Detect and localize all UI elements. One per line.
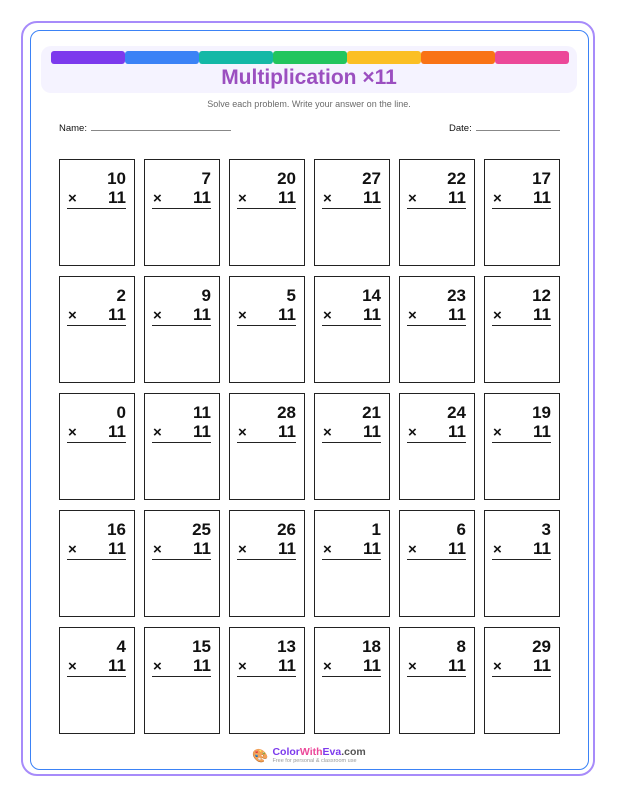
- multiply-sign: ×: [68, 190, 77, 207]
- multiplicand: 13: [277, 637, 296, 656]
- date-label: Date:: [449, 123, 472, 134]
- problem-card[interactable]: [144, 159, 220, 266]
- problem-card[interactable]: [399, 627, 475, 734]
- multiplicand: 23: [447, 286, 466, 305]
- operator-row: [67, 188, 126, 209]
- operator-row: [152, 656, 211, 677]
- multiply-sign: ×: [238, 424, 247, 441]
- operator-row: [67, 422, 126, 443]
- multiply-sign: ×: [153, 658, 162, 675]
- multiplicand: 0: [116, 403, 126, 422]
- name-blank-line[interactable]: [91, 121, 231, 131]
- operator-row: [407, 422, 466, 443]
- multiplier: 11: [363, 539, 381, 558]
- name-field[interactable]: [59, 121, 231, 135]
- operator-row: [237, 656, 296, 677]
- problem-card[interactable]: [484, 510, 560, 617]
- multiply-sign: ×: [238, 541, 247, 558]
- operator-row: [407, 539, 466, 560]
- operator-row: [237, 539, 296, 560]
- multiplier: 11: [193, 422, 211, 441]
- multiplier: 11: [278, 305, 296, 324]
- multiply-sign: ×: [408, 307, 417, 324]
- multiplier: 11: [108, 422, 126, 441]
- multiplicand: 14: [362, 286, 381, 305]
- multiplicand: 25: [192, 520, 211, 539]
- color-bar-segment: [199, 51, 273, 64]
- multiplier: 11: [193, 305, 211, 324]
- multiplier: 11: [533, 539, 551, 558]
- operator-row: [67, 656, 126, 677]
- problem-card[interactable]: [229, 627, 305, 734]
- multiply-sign: ×: [323, 424, 332, 441]
- problem-card[interactable]: [399, 393, 475, 500]
- problem-card[interactable]: [399, 276, 475, 383]
- multiply-sign: ×: [68, 541, 77, 558]
- multiply-sign: ×: [153, 424, 162, 441]
- multiply-sign: ×: [493, 424, 502, 441]
- multiplicand: 11: [193, 403, 211, 422]
- multiplier: 11: [533, 305, 551, 324]
- operator-row: [322, 656, 381, 677]
- multiplicand: 12: [532, 286, 551, 305]
- multiplicand: 22: [447, 169, 466, 188]
- multiplier: 11: [278, 422, 296, 441]
- multiplicand: 16: [107, 520, 126, 539]
- problem-card[interactable]: [314, 393, 390, 500]
- multiplier: 11: [193, 656, 211, 675]
- color-bar-segment: [421, 51, 495, 64]
- multiplier: 11: [448, 188, 466, 207]
- problem-card[interactable]: [484, 627, 560, 734]
- problem-card[interactable]: [484, 276, 560, 383]
- multiplicand: 7: [201, 169, 211, 188]
- operator-row: [322, 422, 381, 443]
- multiplier: 11: [533, 422, 551, 441]
- multiply-sign: ×: [323, 307, 332, 324]
- multiplicand: 6: [456, 520, 466, 539]
- multiplier: 11: [108, 188, 126, 207]
- multiply-sign: ×: [493, 190, 502, 207]
- multiplicand: 2: [116, 286, 126, 305]
- operator-row: [322, 188, 381, 209]
- multiply-sign: ×: [238, 190, 247, 207]
- multiply-sign: ×: [68, 658, 77, 675]
- multiplicand: 9: [201, 286, 211, 305]
- multiplier: 11: [533, 188, 551, 207]
- problem-card[interactable]: [59, 510, 135, 617]
- multiply-sign: ×: [493, 658, 502, 675]
- multiply-sign: ×: [153, 190, 162, 207]
- multiplicand: 5: [286, 286, 296, 305]
- operator-row: [407, 305, 466, 326]
- operator-row: [322, 305, 381, 326]
- multiplicand: 26: [277, 520, 296, 539]
- multiplicand: 15: [192, 637, 211, 656]
- problem-card[interactable]: [314, 510, 390, 617]
- operator-row: [492, 305, 551, 326]
- multiply-sign: ×: [493, 307, 502, 324]
- multiply-sign: ×: [68, 307, 77, 324]
- multiply-sign: ×: [238, 658, 247, 675]
- multiplier: 11: [278, 539, 296, 558]
- operator-row: [407, 656, 466, 677]
- operator-row: [237, 188, 296, 209]
- multiplier: 11: [533, 656, 551, 675]
- multiplicand: 21: [362, 403, 381, 422]
- problem-card[interactable]: [59, 627, 135, 734]
- name-label: Name:: [59, 123, 87, 134]
- multiply-sign: ×: [68, 424, 77, 441]
- multiplicand: 20: [277, 169, 296, 188]
- footer-branding: [0, 746, 618, 765]
- operator-row: [237, 305, 296, 326]
- problem-card[interactable]: [229, 510, 305, 617]
- multiplier: 11: [108, 539, 126, 558]
- multiplicand: 4: [116, 637, 126, 656]
- operator-row: [152, 422, 211, 443]
- problem-card[interactable]: [314, 276, 390, 383]
- multiplier: 11: [448, 656, 466, 675]
- multiplicand: 24: [447, 403, 466, 422]
- problem-card[interactable]: [144, 276, 220, 383]
- multiplier: 11: [448, 539, 466, 558]
- problem-card[interactable]: [399, 510, 475, 617]
- multiplier: 11: [363, 422, 381, 441]
- operator-row: [492, 422, 551, 443]
- multiplier: 11: [278, 188, 296, 207]
- multiply-sign: ×: [408, 541, 417, 558]
- problem-card[interactable]: [229, 276, 305, 383]
- operator-row: [67, 305, 126, 326]
- problem-card[interactable]: [144, 510, 220, 617]
- problem-card[interactable]: [314, 627, 390, 734]
- multiplicand: 3: [541, 520, 551, 539]
- multiply-sign: ×: [408, 190, 417, 207]
- problem-card[interactable]: [59, 159, 135, 266]
- multiplicand: 28: [277, 403, 296, 422]
- problem-card[interactable]: [144, 393, 220, 500]
- rainbow-color-bar: [51, 51, 569, 64]
- multiplier: 11: [363, 188, 381, 207]
- multiply-sign: ×: [408, 658, 417, 675]
- problem-card[interactable]: [314, 159, 390, 266]
- problem-card[interactable]: [399, 159, 475, 266]
- multiply-sign: ×: [153, 541, 162, 558]
- multiplicand: 19: [532, 403, 551, 422]
- brand-name: ColorWithEva.com: [272, 746, 366, 758]
- problem-card[interactable]: [59, 276, 135, 383]
- multiplier: 11: [108, 305, 126, 324]
- date-blank-line[interactable]: [476, 121, 560, 131]
- multiplicand: 1: [371, 520, 381, 539]
- operator-row: [407, 188, 466, 209]
- color-bar-segment: [347, 51, 421, 64]
- operator-row: [152, 188, 211, 209]
- color-bar-segment: [273, 51, 347, 64]
- multiplier: 11: [363, 305, 381, 324]
- operator-row: [492, 656, 551, 677]
- operator-row: [152, 305, 211, 326]
- worksheet-instructions: Solve each problem. Write your answer on the line.: [207, 99, 411, 109]
- multiply-sign: ×: [323, 541, 332, 558]
- worksheet-title: Multiplication ×11: [221, 66, 397, 89]
- multiply-sign: ×: [408, 424, 417, 441]
- problem-card[interactable]: [59, 393, 135, 500]
- operator-row: [67, 539, 126, 560]
- problem-card[interactable]: [144, 627, 220, 734]
- date-field[interactable]: [449, 121, 560, 135]
- multiplier: 11: [108, 656, 126, 675]
- multiply-sign: ×: [493, 541, 502, 558]
- multiply-sign: ×: [323, 658, 332, 675]
- multiplier: 11: [363, 656, 381, 675]
- problem-card[interactable]: [229, 159, 305, 266]
- multiplicand: 17: [532, 169, 551, 188]
- multiplier: 11: [278, 656, 296, 675]
- operator-row: [152, 539, 211, 560]
- multiplicand: 27: [362, 169, 381, 188]
- multiply-sign: ×: [238, 307, 247, 324]
- color-bar-segment: [51, 51, 125, 64]
- multiplier: 11: [448, 305, 466, 324]
- multiplier: 11: [193, 539, 211, 558]
- multiplier: 11: [193, 188, 211, 207]
- multiplicand: 18: [362, 637, 381, 656]
- multiply-sign: ×: [153, 307, 162, 324]
- multiplier: 11: [448, 422, 466, 441]
- operator-row: [492, 539, 551, 560]
- multiplicand: 10: [107, 169, 126, 188]
- color-bar-segment: [125, 51, 199, 64]
- problem-grid: [59, 159, 561, 734]
- operator-row: [237, 422, 296, 443]
- problem-card[interactable]: [484, 159, 560, 266]
- brand-tagline: Free for personal & classroom use: [272, 758, 357, 764]
- color-bar-segment: [495, 51, 569, 64]
- multiplicand: 29: [532, 637, 551, 656]
- multiply-sign: ×: [323, 190, 332, 207]
- operator-row: [492, 188, 551, 209]
- problem-card[interactable]: [229, 393, 305, 500]
- multiplicand: 8: [456, 637, 466, 656]
- operator-row: [322, 539, 381, 560]
- palette-icon: 🎨: [252, 747, 269, 763]
- problem-card[interactable]: [484, 393, 560, 500]
